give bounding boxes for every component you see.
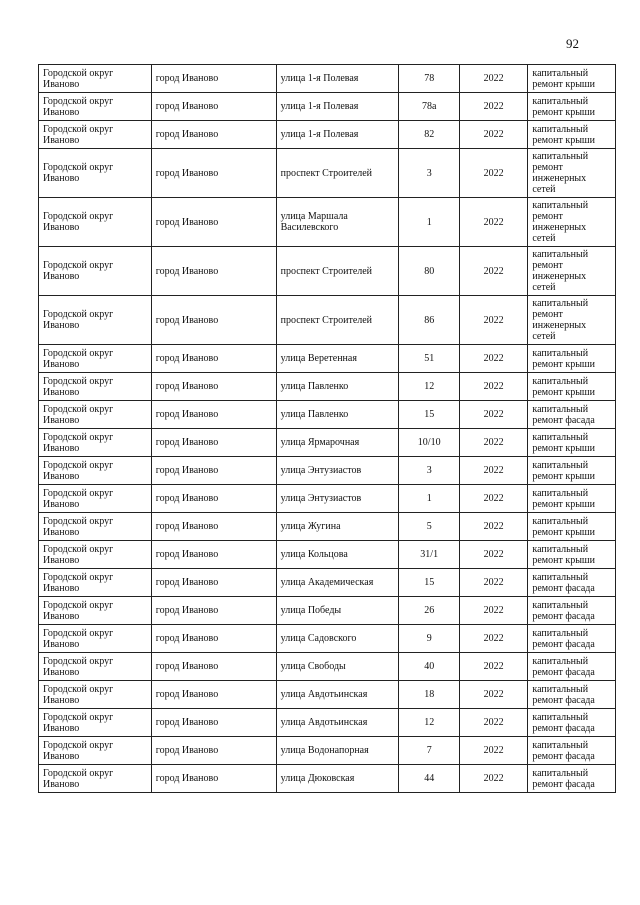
- city-cell: город Иваново: [151, 345, 276, 373]
- work-type-cell: капитальный ремонт фасада: [528, 625, 616, 653]
- work-type-cell: капитальный ремонт крыши: [528, 345, 616, 373]
- house-number-cell: 78а: [399, 93, 459, 121]
- work-type-cell: капитальный ремонт инженерных сетей: [528, 198, 616, 247]
- table-row: [39, 93, 616, 121]
- municipality-cell: Городской округ Иваново: [39, 625, 152, 653]
- year-cell: 2022: [459, 429, 527, 457]
- work-type-cell: капитальный ремонт крыши: [528, 93, 616, 121]
- year-cell: 2022: [459, 121, 527, 149]
- work-type-cell: капитальный ремонт фасада: [528, 737, 616, 765]
- year-cell: 2022: [459, 373, 527, 401]
- municipality-cell: Городской округ Иваново: [39, 247, 152, 296]
- work-type-cell: капитальный ремонт фасада: [528, 765, 616, 793]
- table-row: [39, 737, 616, 765]
- work-type-cell: капитальный ремонт инженерных сетей: [528, 247, 616, 296]
- repair-registry-table: [38, 64, 616, 793]
- house-number-cell: 40: [399, 653, 459, 681]
- year-cell: 2022: [459, 597, 527, 625]
- work-type-cell: капитальный ремонт крыши: [528, 121, 616, 149]
- street-cell: улица Павленко: [276, 401, 399, 429]
- municipality-cell: Городской округ Иваново: [39, 653, 152, 681]
- street-cell: проспект Строителей: [276, 149, 399, 198]
- table-row: [39, 625, 616, 653]
- house-number-cell: 3: [399, 457, 459, 485]
- street-cell: улица Садовского: [276, 625, 399, 653]
- street-cell: улица Павленко: [276, 373, 399, 401]
- street-cell: улица Академическая: [276, 569, 399, 597]
- work-type-cell: капитальный ремонт инженерных сетей: [528, 149, 616, 198]
- street-cell: улица Кольцова: [276, 541, 399, 569]
- street-cell: улица Авдотьинская: [276, 681, 399, 709]
- table-row: [39, 373, 616, 401]
- house-number-cell: 1: [399, 198, 459, 247]
- municipality-cell: Городской округ Иваново: [39, 569, 152, 597]
- house-number-cell: 78: [399, 65, 459, 93]
- work-type-cell: капитальный ремонт крыши: [528, 373, 616, 401]
- year-cell: 2022: [459, 457, 527, 485]
- year-cell: 2022: [459, 401, 527, 429]
- street-cell: улица 1-я Полевая: [276, 93, 399, 121]
- year-cell: 2022: [459, 247, 527, 296]
- table-row: [39, 765, 616, 793]
- work-type-cell: капитальный ремонт крыши: [528, 457, 616, 485]
- city-cell: город Иваново: [151, 541, 276, 569]
- street-cell: улица 1-я Полевая: [276, 121, 399, 149]
- street-cell: улица 1-я Полевая: [276, 65, 399, 93]
- city-cell: город Иваново: [151, 296, 276, 345]
- municipality-cell: Городской округ Иваново: [39, 401, 152, 429]
- street-cell: проспект Строителей: [276, 296, 399, 345]
- municipality-cell: Городской округ Иваново: [39, 65, 152, 93]
- city-cell: город Иваново: [151, 401, 276, 429]
- table-row: [39, 485, 616, 513]
- street-cell: улица Энтузиастов: [276, 485, 399, 513]
- table-row: [39, 296, 616, 345]
- municipality-cell: Городской округ Иваново: [39, 373, 152, 401]
- table-row: [39, 149, 616, 198]
- city-cell: город Иваново: [151, 569, 276, 597]
- year-cell: 2022: [459, 93, 527, 121]
- work-type-cell: капитальный ремонт фасада: [528, 597, 616, 625]
- year-cell: 2022: [459, 149, 527, 198]
- year-cell: 2022: [459, 765, 527, 793]
- house-number-cell: 80: [399, 247, 459, 296]
- street-cell: улица Жугина: [276, 513, 399, 541]
- street-cell: улица Победы: [276, 597, 399, 625]
- city-cell: город Иваново: [151, 373, 276, 401]
- city-cell: город Иваново: [151, 681, 276, 709]
- year-cell: 2022: [459, 653, 527, 681]
- house-number-cell: 86: [399, 296, 459, 345]
- work-type-cell: капитальный ремонт фасада: [528, 569, 616, 597]
- house-number-cell: 10/10: [399, 429, 459, 457]
- city-cell: город Иваново: [151, 765, 276, 793]
- year-cell: 2022: [459, 541, 527, 569]
- municipality-cell: Городской округ Иваново: [39, 597, 152, 625]
- city-cell: город Иваново: [151, 485, 276, 513]
- year-cell: 2022: [459, 345, 527, 373]
- year-cell: 2022: [459, 737, 527, 765]
- year-cell: 2022: [459, 625, 527, 653]
- city-cell: город Иваново: [151, 65, 276, 93]
- registry-body: [39, 65, 616, 793]
- municipality-cell: Городской округ Иваново: [39, 121, 152, 149]
- street-cell: улица Ярмарочная: [276, 429, 399, 457]
- table-row: [39, 681, 616, 709]
- city-cell: город Иваново: [151, 121, 276, 149]
- municipality-cell: Городской округ Иваново: [39, 198, 152, 247]
- house-number-cell: 12: [399, 373, 459, 401]
- municipality-cell: Городской округ Иваново: [39, 709, 152, 737]
- municipality-cell: Городской округ Иваново: [39, 93, 152, 121]
- table-row: [39, 457, 616, 485]
- year-cell: 2022: [459, 65, 527, 93]
- year-cell: 2022: [459, 198, 527, 247]
- table-row: [39, 709, 616, 737]
- work-type-cell: капитальный ремонт крыши: [528, 485, 616, 513]
- house-number-cell: 3: [399, 149, 459, 198]
- municipality-cell: Городской округ Иваново: [39, 345, 152, 373]
- work-type-cell: капитальный ремонт крыши: [528, 65, 616, 93]
- street-cell: улица Авдотьинская: [276, 709, 399, 737]
- street-cell: проспект Строителей: [276, 247, 399, 296]
- city-cell: город Иваново: [151, 737, 276, 765]
- municipality-cell: Городской округ Иваново: [39, 457, 152, 485]
- work-type-cell: капитальный ремонт фасада: [528, 681, 616, 709]
- year-cell: 2022: [459, 513, 527, 541]
- work-type-cell: капитальный ремонт инженерных сетей: [528, 296, 616, 345]
- work-type-cell: капитальный ремонт крыши: [528, 541, 616, 569]
- municipality-cell: Городской округ Иваново: [39, 429, 152, 457]
- municipality-cell: Городской округ Иваново: [39, 681, 152, 709]
- street-cell: улица Дюковская: [276, 765, 399, 793]
- city-cell: город Иваново: [151, 653, 276, 681]
- year-cell: 2022: [459, 296, 527, 345]
- year-cell: 2022: [459, 709, 527, 737]
- table-row: [39, 65, 616, 93]
- year-cell: 2022: [459, 681, 527, 709]
- municipality-cell: Городской округ Иваново: [39, 541, 152, 569]
- year-cell: 2022: [459, 569, 527, 597]
- city-cell: город Иваново: [151, 429, 276, 457]
- year-cell: 2022: [459, 485, 527, 513]
- house-number-cell: 82: [399, 121, 459, 149]
- city-cell: город Иваново: [151, 625, 276, 653]
- house-number-cell: 18: [399, 681, 459, 709]
- page-number: 92: [566, 36, 579, 51]
- work-type-cell: капитальный ремонт крыши: [528, 429, 616, 457]
- city-cell: город Иваново: [151, 198, 276, 247]
- table-row: [39, 121, 616, 149]
- house-number-cell: 26: [399, 597, 459, 625]
- municipality-cell: Городской округ Иваново: [39, 513, 152, 541]
- city-cell: город Иваново: [151, 149, 276, 198]
- street-cell: улица Свободы: [276, 653, 399, 681]
- municipality-cell: Городской округ Иваново: [39, 765, 152, 793]
- house-number-cell: 9: [399, 625, 459, 653]
- table-row: [39, 345, 616, 373]
- municipality-cell: Городской округ Иваново: [39, 149, 152, 198]
- municipality-cell: Городской округ Иваново: [39, 296, 152, 345]
- work-type-cell: капитальный ремонт фасада: [528, 401, 616, 429]
- table-row: [39, 569, 616, 597]
- street-cell: улица Водонапорная: [276, 737, 399, 765]
- city-cell: город Иваново: [151, 93, 276, 121]
- street-cell: улица Веретенная: [276, 345, 399, 373]
- city-cell: город Иваново: [151, 709, 276, 737]
- municipality-cell: Городской округ Иваново: [39, 737, 152, 765]
- work-type-cell: капитальный ремонт крыши: [528, 513, 616, 541]
- city-cell: город Иваново: [151, 597, 276, 625]
- table-row: [39, 247, 616, 296]
- house-number-cell: 7: [399, 737, 459, 765]
- house-number-cell: 44: [399, 765, 459, 793]
- house-number-cell: 15: [399, 569, 459, 597]
- municipality-cell: Городской округ Иваново: [39, 485, 152, 513]
- work-type-cell: капитальный ремонт фасада: [528, 709, 616, 737]
- table-row: [39, 541, 616, 569]
- city-cell: город Иваново: [151, 513, 276, 541]
- house-number-cell: 15: [399, 401, 459, 429]
- table-row: [39, 198, 616, 247]
- city-cell: город Иваново: [151, 457, 276, 485]
- city-cell: город Иваново: [151, 247, 276, 296]
- house-number-cell: 51: [399, 345, 459, 373]
- table-row: [39, 513, 616, 541]
- house-number-cell: 5: [399, 513, 459, 541]
- table-row: [39, 653, 616, 681]
- house-number-cell: 1: [399, 485, 459, 513]
- table-row: [39, 429, 616, 457]
- table-row: [39, 597, 616, 625]
- table-row: [39, 401, 616, 429]
- work-type-cell: капитальный ремонт фасада: [528, 653, 616, 681]
- house-number-cell: 31/1: [399, 541, 459, 569]
- street-cell: улица Энтузиастов: [276, 457, 399, 485]
- street-cell: улица Маршала Василевского: [276, 198, 399, 247]
- house-number-cell: 12: [399, 709, 459, 737]
